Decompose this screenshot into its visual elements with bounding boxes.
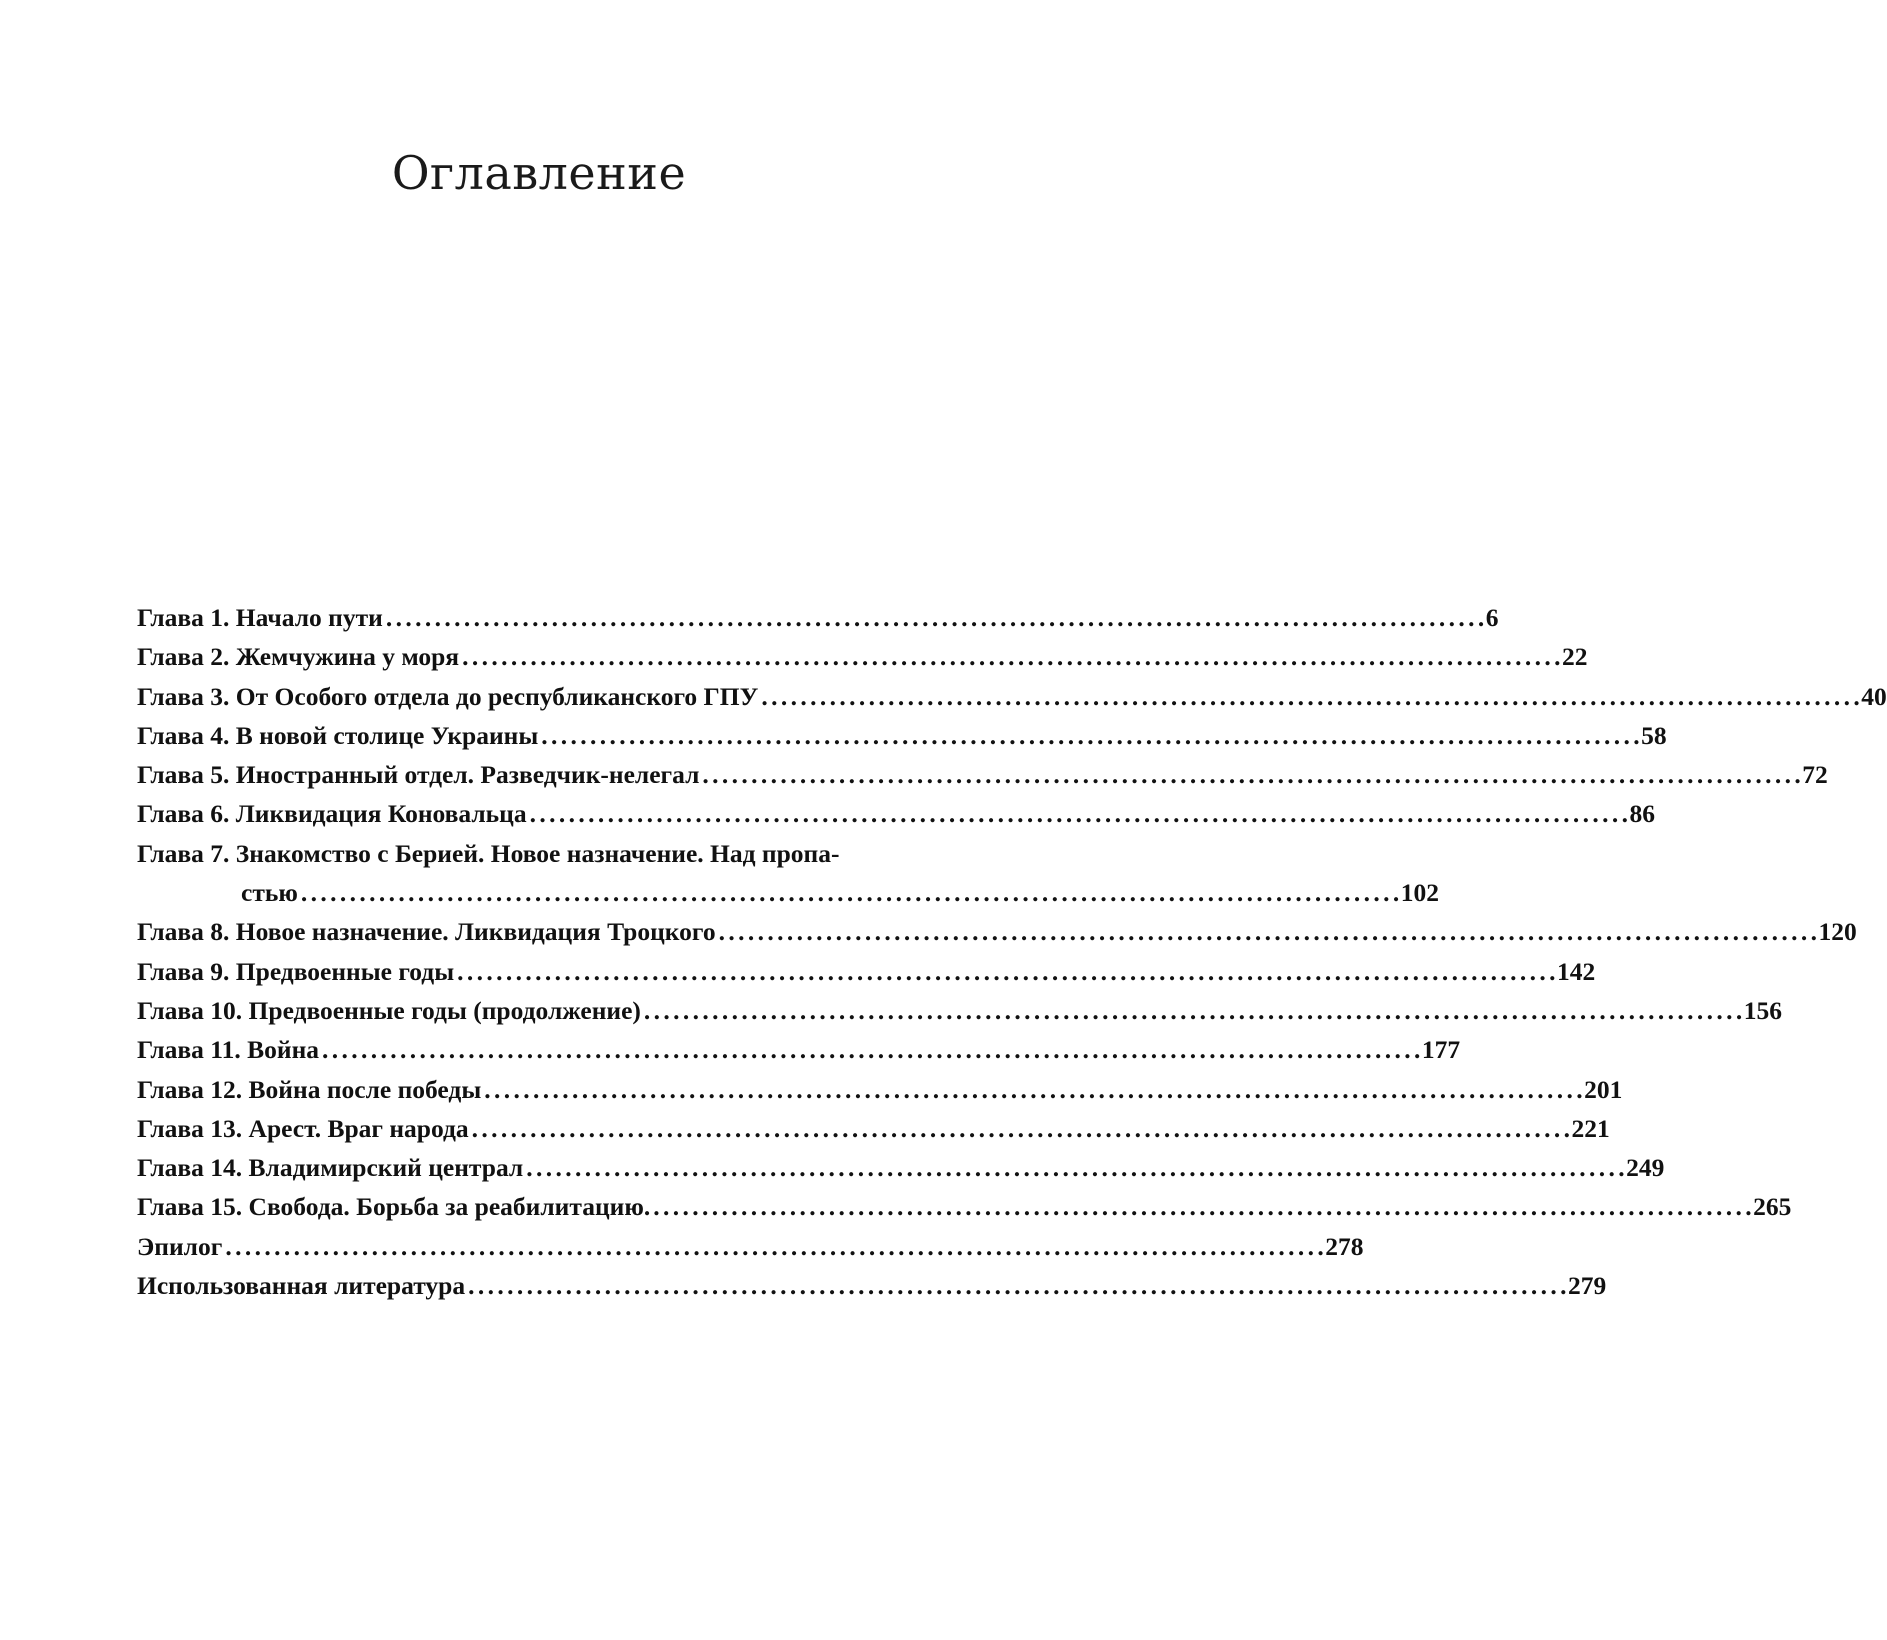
toc-entry-title: Глава 13. Арест. Враг народа [137, 1113, 469, 1143]
toc-entry-chapter-9[interactable] [137, 952, 1596, 991]
toc-entry-bibliography[interactable] [137, 1266, 1607, 1305]
toc-entry-chapter-14[interactable] [137, 1148, 1665, 1187]
table-of-contents [137, 598, 1887, 1305]
toc-entry-title: Глава 15. Свобода. Борьба за реабилитацию. [137, 1192, 651, 1222]
toc-entry-page: 86 [1629, 799, 1655, 829]
toc-entry-page: 40 [1861, 681, 1887, 711]
dot-leader [526, 1148, 1623, 1187]
dot-leader [301, 873, 1398, 912]
toc-entry-title: Глава 2. Жемчужина у моря [137, 642, 460, 672]
dot-leader [530, 794, 1627, 833]
toc-entry-title: Глава 14. Владимирский централ [137, 1153, 524, 1183]
dot-leader [462, 637, 1559, 676]
toc-entry-chapter-4[interactable] [137, 716, 1667, 755]
toc-entry-title: Эпилог [137, 1231, 223, 1261]
toc-entry-page: 6 [1485, 603, 1499, 632]
dot-leader [457, 952, 1554, 991]
dot-leader [386, 598, 1483, 637]
toc-entry-page: 58 [1641, 720, 1667, 750]
toc-entry-title: Глава 12. Война после победы [137, 1074, 482, 1104]
toc-entry-chapter-13[interactable] [137, 1109, 1610, 1148]
toc-entry-page: 22 [1561, 642, 1588, 672]
toc-entry-title: Использованная литература [137, 1271, 466, 1301]
toc-entry-page: 279 [1567, 1271, 1607, 1301]
dot-leader [702, 755, 1799, 794]
dot-leader [468, 1266, 1565, 1305]
toc-entry-page: 142 [1557, 956, 1596, 986]
toc-entry-chapter-15[interactable] [137, 1187, 1792, 1226]
toc-entry-chapter-8[interactable] [137, 912, 1857, 951]
toc-entry-chapter-5[interactable] [137, 755, 1828, 794]
toc-entry-page: 120 [1818, 917, 1857, 947]
toc-entry-page: 249 [1626, 1153, 1665, 1183]
toc-entry-title: Глава 10. Предвоенные годы (продолжение) [137, 995, 641, 1025]
toc-entry-continuation [137, 873, 1439, 912]
toc-entry-page: 177 [1421, 1035, 1461, 1065]
toc-entry-epilogue[interactable] [137, 1227, 1364, 1266]
toc-entry-title-line2: стью [241, 878, 298, 908]
toc-entry-chapter-12[interactable] [137, 1070, 1623, 1109]
toc-entry-chapter-7[interactable] [137, 834, 1439, 913]
toc-entry-chapter-3[interactable] [137, 677, 1887, 716]
toc-entry-title: Глава 6. Ликвидация Коновальца [137, 799, 527, 829]
toc-entry-title: Глава 11. Война [137, 1035, 320, 1065]
dot-leader [719, 912, 1816, 951]
toc-entry-title: Глава 9. Предвоенные годы [137, 956, 455, 986]
toc-entry-page: 201 [1584, 1074, 1623, 1104]
toc-entry-page: 72 [1802, 760, 1828, 790]
page-title: Оглавление [391, 146, 687, 200]
dot-leader [472, 1109, 1569, 1148]
toc-entry-chapter-2[interactable] [137, 637, 1588, 676]
toc-entry-page: 221 [1571, 1113, 1610, 1143]
toc-entry-page: 278 [1325, 1231, 1364, 1261]
toc-entry-title: Глава 8. Новое назначение. Ликвидация Троцкого [137, 917, 716, 947]
toc-entry-title: Глава 1. Начало пути [137, 603, 383, 632]
toc-entry-title: Глава 4. В новой столице Украины [137, 720, 539, 750]
toc-entry-page: 156 [1743, 995, 1783, 1025]
toc-entry-page: 102 [1400, 878, 1439, 908]
toc-entry-chapter-11[interactable] [137, 1030, 1461, 1069]
toc-entry-title-line1: Глава 7. Знакомство с Берией. Новое назначение. Над пропа- [137, 838, 840, 868]
toc-entry-chapter-6[interactable] [137, 794, 1655, 833]
toc-entry-page: 265 [1753, 1192, 1792, 1222]
dot-leader [653, 1187, 1750, 1226]
dot-leader [644, 991, 1741, 1030]
dot-leader [322, 1030, 1419, 1069]
dot-leader [761, 677, 1858, 716]
dot-leader [541, 716, 1638, 755]
toc-entry-title: Глава 5. Иностранный отдел. Разведчик-нелегал [137, 760, 700, 790]
dot-leader [484, 1070, 1581, 1109]
dot-leader [225, 1227, 1322, 1266]
toc-entry-chapter-10[interactable] [137, 991, 1783, 1030]
toc-entry-chapter-1[interactable] [137, 598, 1499, 637]
toc-entry-title: Глава 3. От Особого отдела до республиканского ГПУ [137, 681, 759, 711]
